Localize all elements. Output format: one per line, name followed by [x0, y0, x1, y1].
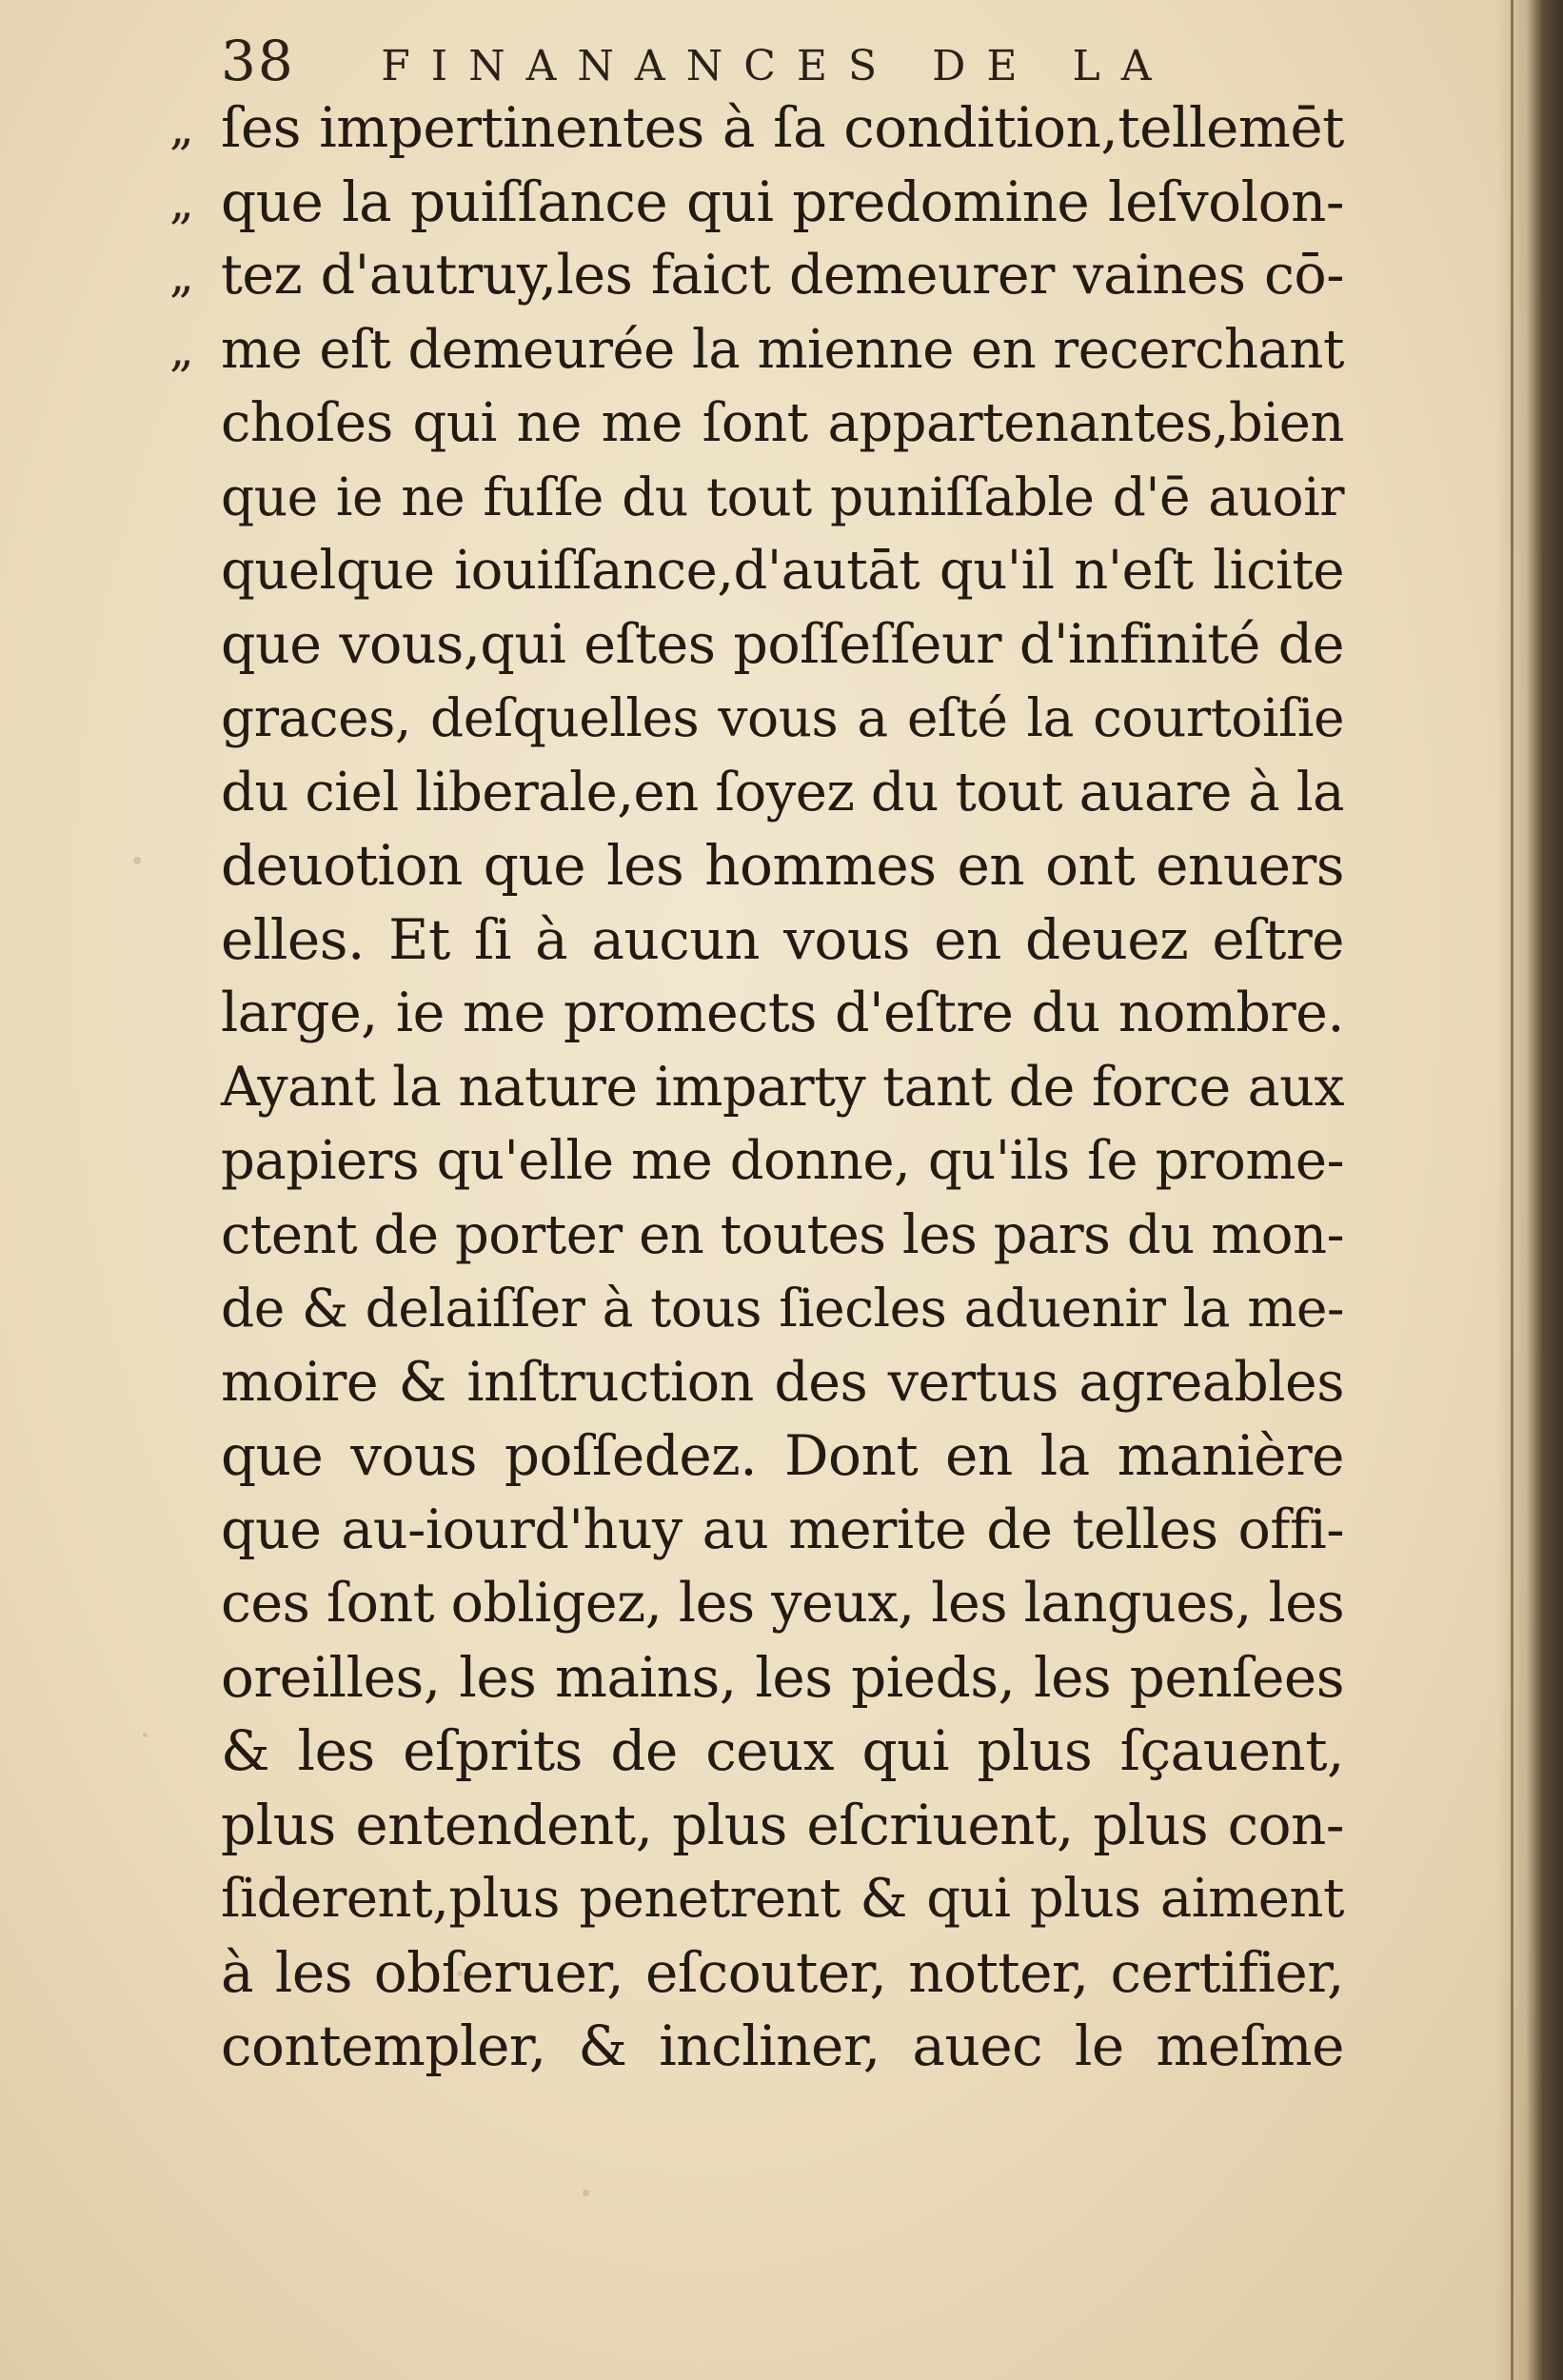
text-line: graces, deſquelles vous a eſté la courtoiſie	[221, 687, 1344, 748]
text-line: & les eſprits de ceux qui plus ſçauent,	[221, 1718, 1344, 1783]
text-line: ſes impertinentes à ſa condition,tellemēt	[221, 95, 1344, 160]
text-line: que vous poſſedez. Dont en la manière	[221, 1423, 1344, 1488]
text-line: quelque iouiſſance,d'autāt qu'il n'eſt licite	[221, 540, 1344, 602]
running-title: FINANANCES DE LA	[381, 42, 1173, 90]
text-line: ſiderent,plus penetrent & qui plus aiment	[221, 1868, 1344, 1930]
text-line: du ciel liberale,en ſoyez du tout auare à la	[221, 761, 1344, 823]
text-line: contempler, & incliner, auec le meſme	[221, 2013, 1344, 2078]
text-line: oreilles, les mains, les pieds, les penſees	[221, 1644, 1344, 1710]
margin-quote-mark: „	[169, 100, 194, 155]
text-line: tez d'autruy,les faict demeurer vaines cō-	[221, 244, 1344, 307]
margin-quote-mark: „	[169, 321, 194, 377]
margin-quote-mark: „	[169, 173, 194, 229]
text-line: de & delaiſſer à tous ſiecles aduenir la me-	[221, 1278, 1344, 1339]
page-edge-line	[1511, 0, 1514, 2380]
foxing-spot	[133, 857, 141, 864]
foxing-spot	[583, 2190, 589, 2196]
quotation-marks-column	[169, 91, 194, 387]
page-edge-shadow	[1496, 0, 1563, 2380]
text-line: papiers qu'elle me donne, qu'ils ſe prome-	[221, 1130, 1344, 1192]
text-line: large, ie me promects d'eſtre du nombre.	[221, 982, 1344, 1044]
text-line: plus entendent, plus eſcriuent, plus con-	[221, 1792, 1344, 1857]
running-header	[221, 29, 1173, 93]
text-line: que la puiſſance qui predomine leſvolon-	[221, 169, 1344, 234]
page-number: 38	[221, 29, 295, 93]
text-line: me eſt demeurée la mienne en recerchant	[221, 318, 1344, 381]
text-line: moire & inſtruction des vertus agreables	[221, 1350, 1344, 1414]
text-line: elles. Et ſi à aucun vous en deuez eſtre	[221, 906, 1344, 972]
text-line: choſes qui ne me ſont appartenantes,bien	[221, 392, 1344, 454]
foxing-spot	[143, 1733, 148, 1737]
text-line: que ie ne fuſſe du tout puniſſable d'ē auoir	[221, 466, 1344, 527]
text-line: à les obſeruer, eſcouter, notter, certifier,	[221, 1939, 1344, 2005]
text-line: que au-iourd'huy au merite de telles offi-	[221, 1497, 1344, 1561]
text-line: que vous,qui eſtes poſſeſſeur d'infinité de	[221, 612, 1344, 676]
text-line: deuotion que les hommes en ont enuers	[221, 833, 1344, 898]
text-line: ces ſont obligez, les yeux, les langues, les	[221, 1572, 1345, 1635]
text-line: Ayant la nature imparty tant de force aux	[221, 1055, 1344, 1119]
text-line: ctent de porter en toutes les pars du mon-	[221, 1203, 1344, 1266]
margin-quote-mark: „	[169, 248, 194, 303]
text-block	[221, 91, 1344, 2084]
